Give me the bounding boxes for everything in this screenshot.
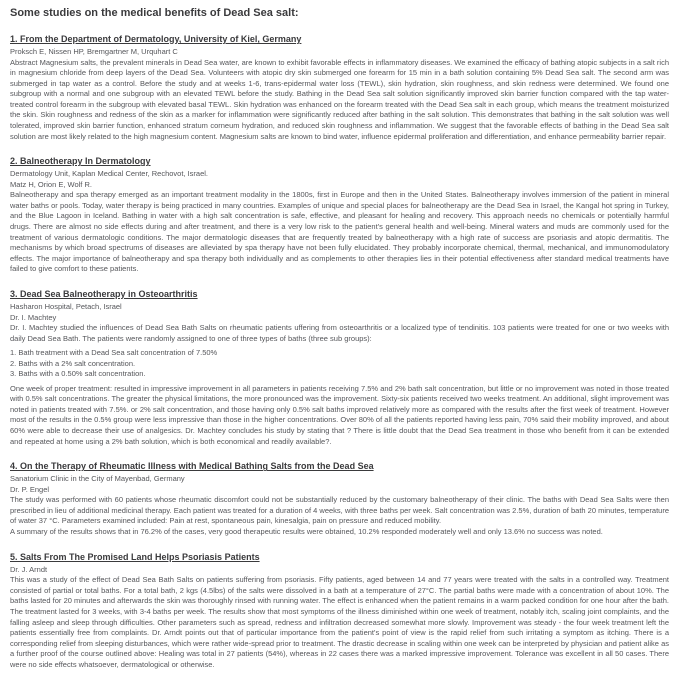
section-4-author: Dr. P. Engel [10,484,50,494]
section-2-abstract: Balneotherapy and spa therapy emerged as an important treatment modality in the 1800s, first in Europe and then in the United States. Balneotherapy involves immersion of the patient in mineral water baths or pools. Today, water therapy is being practiced in many countries. Examples of unique and special places for balneotherapy are the Dead Sea in Israel, the Kangal hot spring in Turkey, and the Blue Lagoon in Iceland. Bathing in water with a high salt concentration is safe, effective, and pleasant for healing and recovery. This approach needs no chemicals or potentially harmful drugs. There are almost no side effects during and after treatment, and there is a very low risk to the patient's general health and well-being. Mineral waters and muds are commonly used for the treatment of various dermatologic conditions. The major dermatologic diseases that are frequently treated by balneotherapy with a high rate of success are psoriasis and atopic dermatitis. The mechanisms by which broad spectrums of diseases are alleviated by spa therapy have not been fully elucidated. They probably incorporate chemical, thermal, mechanical, and immunomodulatory effects. The major importance of balneotherapy and spa therapy both individually and as complements to other therapies lies in their potential effectiveness after standard medical treatments have failed to give comfort to these patients. [10,190,669,274]
section-4-heading: 4. On the Therapy of Rheumatic Illness with Medical Bathing Salts from the Dead Sea [10,461,374,472]
section-2-institution: Dermatology Unit, Kaplan Medical Center, Rechovot, Israel. [10,169,209,179]
list-item: 3. Baths with a 0.50% salt concentration. [10,369,146,379]
section-4-summary-paragraph: A summary of the results shows that in 76.2% of the cases, very good therapeutic results were obtained, 10.2% responded moderately well and only 13.6% no success was noted. [10,527,603,537]
section-5-author: Dr. J. Arndt [10,564,48,574]
section-3-results-paragraph: One week of proper treatment: resulted in impressive improvement in all parameters in patients receiving 7.5% and 2% bath salt concentration, but little or no improvement was noted in those treated with 0.5% salt concentrations. The greater the physical limitations, the more pronounced was the improvement. Sixty-six patients received two weeks treatment. An additional, slight improvement was noted in patients treated with 7.5%. or 2% salt concentration, and those having only 0.5% salt baths improved relatively more as compared with the results after the first week of treatment. However most of the results in the 0.5% group were less impressive than those in the higher concentrations. Over 80% of all the patients reported having less pain, 70% said their mobility improved, and about 60% were able to decrease their use of analgesics. Dr. Machtey concludes his study by stating that ? There is little doubt that the Dead Sea treatment in those who benefit from it can be extended and repeated at home using a 2% bath solution, which is both economical and readily available?. [10,383,669,446]
section-rheumatic-illness [10,461,669,537]
section-5-study-paragraph: This was a study of the effect of Dead Sea Bath Salts on patients suffering from psoriasis. Fifty patients, aged between 14 and 77 years were treated with the salts in a controlled way. Treatment consisted of partial or total baths. For a total bath, 2 kgs (4.5lbs) of the salts were dissolved in a bath at a temperature of 27°C. The partial baths were made with a concentration of about 10%. The baths lasted for 20 minutes and afterwards the skin was thoroughly rinsed with running water. The effect is enhanced when the patient remains in a warm packed condition for one hour after the bath. The treatment lasted for 3 weeks, with 3-4 baths per week. The results show that most symptoms of the illness diminished within one week of treatment, notably itch, scaling joint complaints, and the falling asleep and sleep through difficulties. Other parameters such as spread, redness and infiltration decreased somewhat more slowly. Improvement was steady - the four week treatment left the patients essentially free from complaints. Dr. Arndt points out that of particular importance from the patient's point of view is the rapid relief from such irritating a symptom as itching. There is a corresponding relief from sleeping disturbances, which were rather wide-spread prior to treatment. The drastic decrease in scaling within one week can be interpreted by physician and patient alike as a further proof of the course outlined above: Healing was total in 27 patients (54%), whereas in 22 cases there was a marked impressive improvement. Tolerance was excellent in all 50 cases. There were no side effects whatsoever, dermatological or otherwise. [10,575,669,669]
bath-types-list [10,348,669,380]
section-3-heading: 3. Dead Sea Balneotherapy in Osteoarthritis [10,289,198,299]
list-item: 2. Baths with a 2% salt concentration. [10,358,136,368]
section-kiel-dermatology [10,34,669,142]
list-item: 1. Bath treatment with a Dead Sea salt concentration of 7.50% [10,348,218,358]
section-5-heading: 5. Salts From The Promised Land Helps Psoriasis Patients [10,551,260,562]
section-4-study-paragraph: The study was performed with 60 patients whose rheumatic discomfort could not be substantially reduced by the customary balneotherapy of their clinic. The baths with Dead Sea Salts were then prescribed in lieu of additional medicinal therapy. Each patient was treated for a duration of 4 weeks, with three baths per week. Salt concentration was 2.5%, duration of bath 20 minutes, temperature of water 37 °C. Parameters examined included: Pain at rest, spontaneous pain, kinesalgia, pain on pressure and reduced mobility. [10,495,669,526]
section-4-institution: Sanatorium Clinic in the City of Mayenbad, Germany [10,474,185,484]
section-2-authors: Matz H, Orion E, Wolf R. [10,179,92,189]
section-1-abstract: Abstract Magnesium salts, the prevalent minerals in Dead Sea water, are known to exhibit favorable effects in inflammatory diseases. We examined the efficacy of bathing atopic subjects in a salt rich in magnesium chloride from deep layers of the Dead Sea. Volunteers with atopic dry skin submerged one forearm for 15 min in a bath solution containing 5% Dead Sea salt. The second arm was submerged in tap water as a control. Before the study and at weeks 1-6, trans-epidermal water loss (TEWL), skin hydration, skin roughness, and skin redness were determined. We found one subgroup with a normal and one subgroup with an elevated TEWL before the study. Bathing in the Dead Sea salt solution significantly improved skin barrier function compared with the tap water-treated control forearm in the subgroup with elevated basal TEWL. Skin hydration was enhanced on the forearm treated with the Dead Sea salt in each group, which means the treatment moisturized the skin. Skin roughness and redness of the skin as a marker for inflammation were significantly reduced after bathing in the salt solution. This demonstrates that bathing in the salt solution was well tolerated, improved skin barrier function, enhanced stratum corneum hydration, and reduced skin roughness and inflammation. We suggest that the favorable effects of bathing in the Dead Sea salt solution are most likely related to the high magnesium content. Magnesium salts are known to bind water, influence epidermal proliferation and differentiation, and enhance permeability barrier repair. [10,57,669,141]
section-3-intro-paragraph: Dr. I. Machtey studied the influences of Dead Sea Bath Salts on rheumatic patients uffering from osteoarthritis or a localized type of tendinitis. 103 patients were treated for one or two weeks with daily Dead Sea Bath. The patients were randomly assigned to one of three types of baths (three sub groups): [10,323,669,343]
section-psoriasis [10,552,669,671]
section-3-institution: Hasharon Hospital, Petach, Israel [10,302,122,311]
section-1-heading: 1. From the Department of Dermatology, University of Kiel, Germany [10,34,302,44]
section-1-authors: Proksch E, Nissen HP, Bremgartner M, Urquhart C [10,47,178,56]
document-title: Some studies on the medical benefits of Dead Sea salt: [10,7,299,19]
section-osteoarthritis [10,289,669,447]
section-2-heading: 2. Balneotherapy In Dermatology [10,156,151,167]
section-3-author: Dr. I. Machtey [10,312,57,322]
section-balneotherapy-dermatology [10,156,669,275]
